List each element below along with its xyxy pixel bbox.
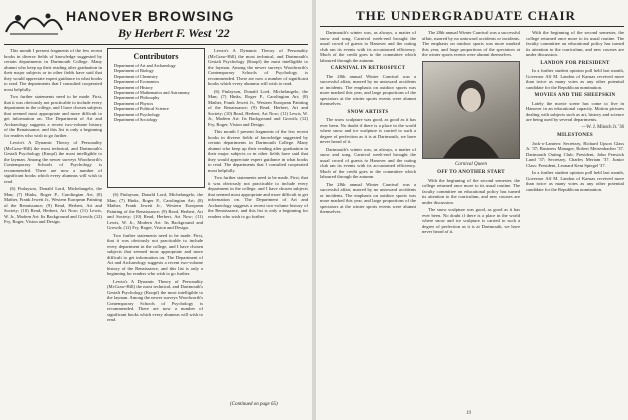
column-paragraph-3: The 28th annual Winter Carnival was a successful affair, marred by no untoward accidents or incidents. The emphasis on outdoor sports was more marked this year, and large proportions of the spectators at the winter sports events were alumni themselves. [320, 181, 416, 214]
contributor-item: Department of Sociology [114, 117, 158, 123]
intro-paragraph: This month I present fragments of the few recent books in diverse fields of knowledge suggested by certain departments in Dartmouth College. Many alumni who keep up their reading after graduation in their major subjects or in other fields have said that they would appreciate expert guidance in what books to read. The departments that I consulted cooperated most helpfully. [4, 48, 102, 92]
column-paragraph-2: The snow sculpture was good, as good as it has ever been. No doubt if there is a place in the world where snow and ice sculpture is carried to such a degree of perfection as it is at Dartmouth, we have never heard of it. [422, 207, 520, 234]
right-column-1 [320, 30, 416, 410]
landon-paragraph: In a further student opinion poll held last month, Governor Alf M. Landon of Kansas received more than twice as many votes as any other potential candidate for the Republican nomination. [526, 68, 624, 90]
snow-paragraph: The snow sculpture was good, as good as it has ever been. No doubt if there is a place in the world where snow and ice sculpture is carried to such a degree of perfection as it is at Dartmouth, we have never heard of it. [320, 117, 416, 144]
contributor-item: Department of Mathematics and Astronomy [114, 90, 190, 96]
contributor-item: Department of Economics [114, 79, 160, 85]
header-divider [320, 26, 624, 27]
contributor-item: Department of Art and Archaeology [114, 63, 176, 68]
column-paragraph-2: (6) Finlayson, Donald Lord, Michelangelo, the Man; (7) Hinks, Roger P., Carolingian Art; (8) Mather, Frank Jewett Jr., Western European Painting of the Renaissance; (9) Read, Herbert, Art and Society; (10) Read, Herbert, Art Now; (11) Lewis, W. Jr., Modern Art: Its Background and Growth; (12) Fry, Roger, Vision and Design. [208, 88, 308, 127]
section-title: THE UNDERGRADUATE CHAIR [356, 8, 576, 23]
column-paragraph-4: Two further statements need to be made. First, that it was obviously not practicable to include every department in the college, and I have chosen subjects that seemed most appropriate and more difficult to get information on. The Department of Art and Archaeology suggests a recent two-volume history of the Renaissance, and this list is only a beginning for readers who wish to go further. [208, 175, 308, 219]
page-number: 19 [466, 411, 471, 416]
intro-column [4, 48, 102, 410]
column-paragraph-2: Dartmouth's winter was, as always, a matter of snow and song. Carnival week-end brought the usual crowd of guests to Hanover and the outing club ran its events with its accustomed efficiency. Much of the credit goes to the committee which laboured through the autumn. [320, 146, 416, 179]
contributor-item: Department of Physics [114, 100, 154, 106]
carnival-queen-photo [422, 61, 520, 159]
milestones-paragraph: Jack-o-Lantern: Secretary, Richard Upson Glass Jr. '37; Business Manager, Robert Meisenbacher '37. Dartmouth Outing Club: President, John Fenwick Lund '37; Secretary, Charles Meriam '37. Junior Class: President, Leonard Kent Spiegel '37. [526, 140, 624, 168]
subheading-movies: MOVIES AND THE SHEEPSKIN [534, 93, 616, 98]
continued-note: (Continued on page 65) [230, 402, 278, 407]
right-page [316, 0, 628, 420]
carnival-paragraph: The 28th annual Winter Carnival was a successful affair, marred by no untoward accidents or incidents. The emphasis on outdoor sports was more marked this year, and large proportions of the spectators at the winter sports events were alumni themselves. [320, 73, 416, 106]
movies-paragraph: Lately the movie scene has come to live in Hanover in an educational capacity. Motion pictures dealing with subjects such as art, history and science are being used by several departments. [526, 100, 624, 122]
column-paragraph-3: (6) Finlayson, Donald Lord, Michelangelo, the Man; (7) Hinks, Roger P., Carolingian Art; (8) Mather, Frank Jewett Jr., Western European Painting of the Renaissance; (9) Read, Herbert, Art and Society; (10) Read, Herbert, Art Now; (11) Lewis, W. Jr., Modern Art: Its Background and Growth; (12) Fry, Roger, Vision and Design. [4, 186, 102, 224]
offto-paragraph: With the beginning of the second semester, the college returned once more to its usual routine. The faculty committee on educational policy has turned its attention to the curriculum, and new courses are under discussion. [422, 177, 520, 205]
column-paragraph: The 28th annual Winter Carnival was a successful affair, marred by no untoward accidents or incidents. The emphasis on outdoor sports was more marked this year, and large proportions of the spectators at the winter sports events were alumni themselves. [422, 30, 520, 57]
contributors-title: Contributors [133, 52, 179, 61]
contributor-item: Department of Biology [114, 68, 154, 74]
milestones-paragraph-2: In a further student opinion poll held last month, Governor Alf M. Landon of Kansas received more than twice as many votes as any other potential candidate for the Republican nomination. [526, 170, 624, 192]
column-paragraph-3: This month I present fragments of the few recent books in diverse fields of knowledge suggested by certain departments in Dartmouth College. Many alumni who keep up their reading after graduation in their major subjects or in other fields have said that they would appreciate expert guidance in what books to read. The departments that I consulted cooperated most helpfully. [208, 129, 308, 173]
right-column-2 [422, 30, 520, 410]
middle-column [107, 192, 203, 410]
column-paragraph: Lewin's A Dynamic Theory of Personality (McGraw-Hill) the most technical, and Dartmouth's Gestalt Psychology (Knopf) the most intelligible to the layman. Among the newer surveys Woodworth's Contemporary Schools of Psychology is recommended. There are now a number of significant books which every alumnus will wish to read. [208, 48, 308, 86]
subheading-snow: SNOW ARTISTS [347, 109, 389, 115]
contributor-item: Department of Political Science [114, 106, 169, 112]
column-paragraph-2: Two further statements need to be made. First, that it was obviously not practicable to include every department in the college, and I have chosen subjects that seemed most appropriate and more difficult to get information on. The Department of Art and Archaeology suggests a recent two-volume history of the Renaissance, and this list is only a beginning for readers who wish to go further. [107, 232, 203, 276]
column-paragraph: With the beginning of the second semester, the college returned once more to its usual routine. The faculty committee on educational policy has turned its attention to the curriculum, and new courses are under discussion. [526, 30, 624, 57]
byline: By Herbert F. West '22 [118, 26, 230, 40]
contributor-item: Department of Chemistry [114, 73, 158, 79]
column-paragraph-2: Lewin's A Dynamic Theory of Personality (McGraw-Hill) the most technical, and Dartmouth's Gestalt Psychology (Knopf) the most intelligible to the layman. Among the newer surveys Woodworth's Contemporary Schools of Psychology is recommended. There are now a number of significant books which every alumnus will wish to read. [4, 140, 102, 184]
left-page [0, 0, 312, 420]
subheading-landon: LANDON FOR PRESIDENT [540, 60, 610, 66]
subheading-carnival: CARNIVAL IN RETROSPECT [330, 66, 406, 71]
header-divider [4, 44, 308, 45]
right-column-3 [526, 30, 624, 410]
photo-caption: Carnival Queen [454, 161, 488, 167]
photo-figure [423, 62, 519, 158]
contributor-item: Department of Psychology [114, 111, 161, 117]
subheading-offto: OFF TO ANOTHER START [437, 170, 505, 175]
contributor-item: Department of History [114, 84, 153, 90]
column-paragraph: Two further statements need to be made. First, that it was obviously not practicable to include every department in the college, and I have chosen subjects that seemed most appropriate and more difficult to get information on. The Department of Art and Archaeology suggests a recent two-volume history of the Renaissance, and this list is only a beginning for readers who wish to go further. [4, 94, 102, 138]
right-column [208, 48, 308, 400]
column-paragraph: Dartmouth's winter was, as always, a matter of snow and song. Carnival week-end brought the usual crowd of guests to Hanover and the outing club ran its events with its accustomed efficiency. Much of the credit goes to the committee which laboured through the autumn. [320, 30, 416, 63]
signature: —W. J. Minsch Jr. '36 [581, 124, 624, 130]
column-paragraph-3: Lewin's A Dynamic Theory of Personality (McGraw-Hill) the most technical, and Dartmouth's Gestalt Psychology (Knopf) the most intelligible to the layman. Among the newer surveys Woodworth's Contemporary Schools of Psychology is recommended. There are now a number of significant books which every alumnus will wish to read. [107, 278, 203, 322]
subheading-milestones: MILESTONES [557, 133, 593, 138]
contributor-item: Department of Philosophy [114, 95, 160, 101]
decorative-header-illustration [4, 6, 64, 36]
page-title: HANOVER BROWSING [66, 8, 235, 24]
column-paragraph: (6) Finlayson, Donald Lord, Michelangelo, the Man; (7) Hinks, Roger P., Carolingian Art; (8) Mather, Frank Jewett Jr., Western European Painting of the Renaissance; (9) Read, Herbert, Art and Society; (10) Read, Herbert, Art Now; (11) Lewis, W. Jr., Modern Art: Its Background and Growth; (12) Fry, Roger, Vision and Design. [107, 192, 203, 230]
contributors-box [107, 48, 205, 188]
